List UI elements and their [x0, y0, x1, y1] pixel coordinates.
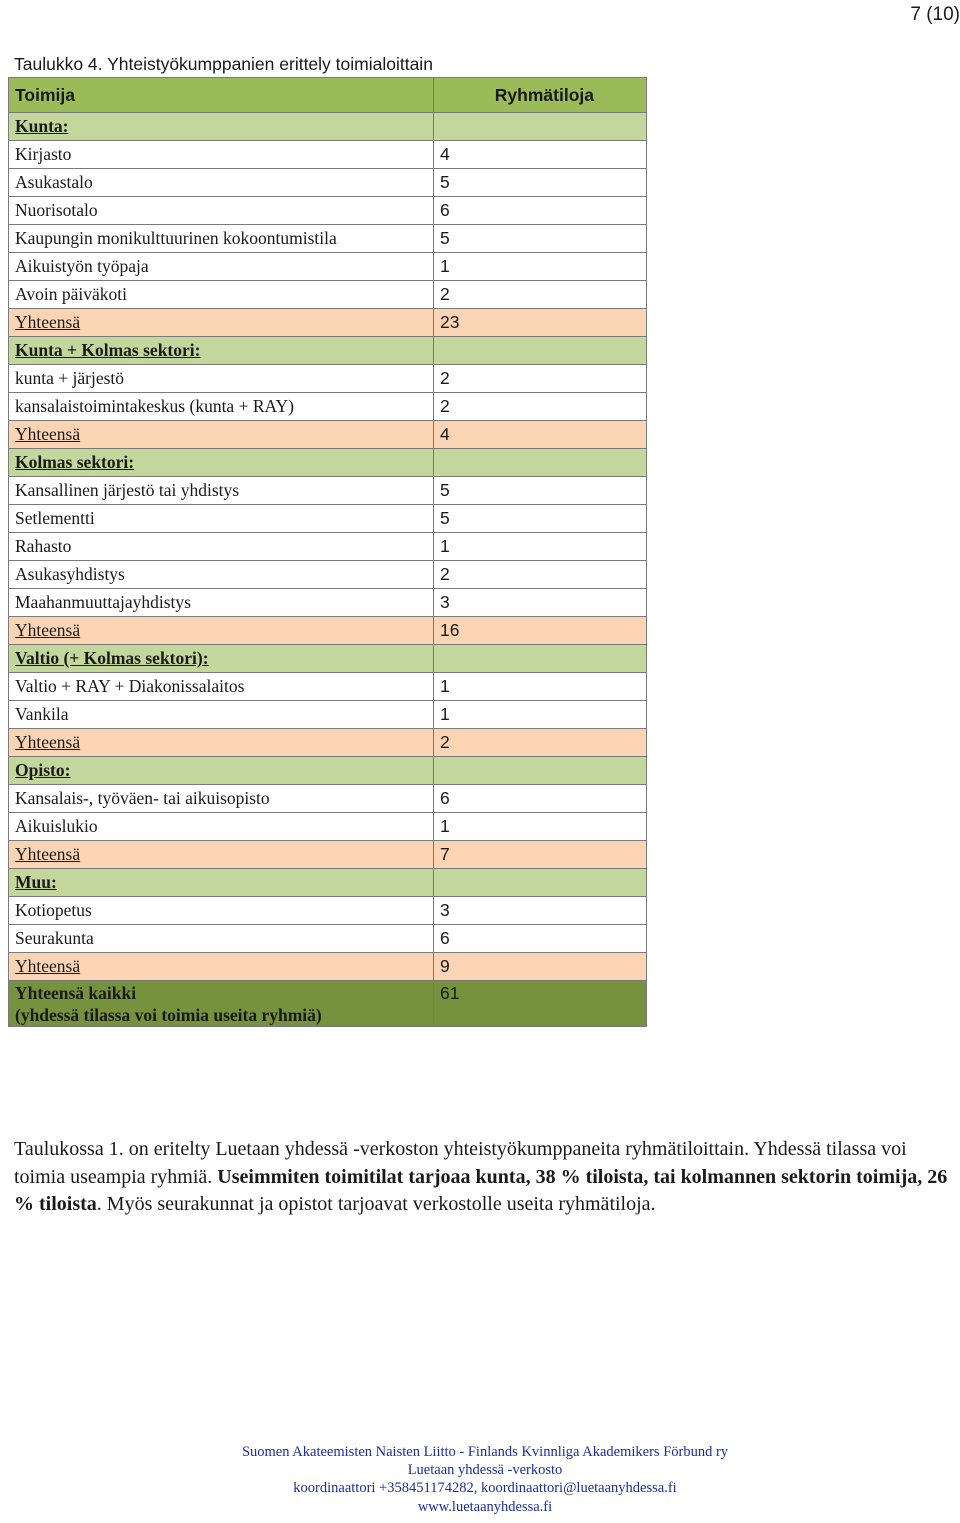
subtotal-row [9, 841, 647, 869]
row-name: Yhteensä [15, 424, 81, 444]
summary-text-3: . Myös seurakunnat ja opistot tarjoavat verkostolle useita ryhmätiloja. [96, 1193, 656, 1215]
footer-organization: Suomen Akateemisten Naisten Liitto - Finlands Kvinnliga Akademikers Förbund ry [241, 1444, 729, 1460]
table-header-row [9, 78, 647, 113]
row-name-cell [9, 757, 434, 785]
row-name: Yhteensä [15, 844, 81, 864]
row-name: Yhteensä [15, 732, 81, 752]
row-value-cell [434, 757, 647, 785]
table-row [9, 897, 647, 925]
row-value-cell: 5 [434, 505, 647, 533]
summary-text-bold: Useimmiten toimitilat tarjoaa kunta, 38 % tiloista, tai kolmannen sektorin toimija, 26 % tiloista [14, 1165, 948, 1215]
group-header-row [9, 645, 647, 673]
summary-paragraph [14, 1136, 954, 1219]
row-name: Kunta + Kolmas sektori: [15, 340, 201, 360]
row-name-cell [9, 925, 434, 953]
row-value-cell: 2 [434, 393, 647, 421]
table-row [9, 281, 647, 309]
table-caption: Taulukko 4. Yhteistyökumppanien erittely toimialoittain [14, 54, 433, 74]
row-value-cell: 1 [434, 813, 647, 841]
grand-total-label: Yhteensä kaikki [15, 983, 137, 1003]
subtotal-row [9, 953, 647, 981]
row-name-cell [9, 337, 434, 365]
header-name-cell: Toimija [9, 78, 434, 113]
row-name: Muu: [15, 872, 57, 892]
row-name: Asukastalo [15, 172, 93, 192]
row-value-cell [434, 449, 647, 477]
row-name-cell [9, 673, 434, 701]
row-name-cell [9, 365, 434, 393]
row-name-cell [9, 169, 434, 197]
row-name-cell [9, 953, 434, 981]
row-name: Yhteensä [15, 956, 81, 976]
row-value-cell: 2 [434, 561, 647, 589]
row-name: Kaupungin monikulttuurinen kokoontumistila [15, 228, 337, 248]
footer-website[interactable]: www.luetaanyhdessa.fi [417, 1498, 553, 1515]
grand-total-value-cell: 61 [434, 981, 647, 1027]
row-name: Kansalais-, työväen- tai aikuisopisto [15, 788, 270, 808]
row-value-cell: 6 [434, 785, 647, 813]
row-value-cell: 23 [434, 309, 647, 337]
table-row [9, 225, 647, 253]
row-value-cell: 6 [434, 197, 647, 225]
table-row [9, 365, 647, 393]
page-number: 7 (10) [910, 4, 960, 25]
row-value-cell: 4 [434, 141, 647, 169]
row-value-cell: 2 [434, 281, 647, 309]
row-value-cell: 9 [434, 953, 647, 981]
row-name: Valtio (+ Kolmas sektori): [15, 648, 209, 668]
row-name: Kunta: [15, 116, 69, 136]
row-name-cell [9, 729, 434, 757]
row-name-cell [9, 253, 434, 281]
table-body [9, 78, 647, 1027]
row-name: Kolmas sektori: [15, 452, 135, 472]
row-name-cell [9, 561, 434, 589]
row-name: Aikuistyön työpaja [15, 256, 149, 276]
row-name: Yhteensä [15, 620, 81, 640]
row-value-cell: 5 [434, 169, 647, 197]
row-name: Rahasto [15, 536, 72, 556]
table-row [9, 673, 647, 701]
row-value-cell [434, 645, 647, 673]
row-value-cell: 3 [434, 589, 647, 617]
table-row [9, 701, 647, 729]
row-name: Yhteensä [15, 312, 81, 332]
row-name-cell [9, 813, 434, 841]
row-value-cell: 1 [434, 533, 647, 561]
row-name: Kotiopetus [15, 900, 92, 920]
row-name-cell [9, 785, 434, 813]
row-name-cell [9, 701, 434, 729]
row-value-cell: 2 [434, 365, 647, 393]
group-header-row [9, 869, 647, 897]
row-value-cell: 3 [434, 897, 647, 925]
group-header-row [9, 337, 647, 365]
row-name: kunta + järjestö [15, 368, 125, 388]
row-value-cell: 1 [434, 701, 647, 729]
row-value-cell [434, 869, 647, 897]
row-value-cell: 5 [434, 225, 647, 253]
summary-text-1: Taulukossa 1. on eritelty Luetaan yhdessä -verkoston yhteistyökumppaneita ryhmätiloittain. Yhdessä tilassa voi toimia useampia ryhmiä. [14, 1138, 907, 1188]
subtotal-row [9, 421, 647, 449]
row-name-cell [9, 113, 434, 141]
row-name: Avoin päiväkoti [15, 284, 127, 304]
row-name: Maahanmuuttajayhdistys [15, 592, 191, 612]
row-name-cell [9, 505, 434, 533]
table-row [9, 925, 647, 953]
grand-total-name-cell [9, 981, 434, 1027]
row-value-cell [434, 113, 647, 141]
row-name: Nuorisotalo [15, 200, 98, 220]
table-row [9, 393, 647, 421]
row-name-cell [9, 309, 434, 337]
row-value-cell: 2 [434, 729, 647, 757]
table-row [9, 197, 647, 225]
row-value-cell: 1 [434, 673, 647, 701]
row-name-cell [9, 225, 434, 253]
page-footer [0, 1443, 960, 1516]
row-name-cell [9, 617, 434, 645]
row-value-cell: 16 [434, 617, 647, 645]
row-name-cell [9, 897, 434, 925]
row-name-cell [9, 141, 434, 169]
row-name-cell [9, 645, 434, 673]
grand-total-note: (yhdessä tilassa voi toimia useita ryhmiä) [15, 1005, 322, 1025]
row-name: Seurakunta [15, 928, 94, 948]
row-name-cell [9, 589, 434, 617]
row-name: kansalaistoimintakeskus (kunta + RAY) [15, 396, 294, 416]
table-row [9, 253, 647, 281]
subtotal-row [9, 309, 647, 337]
header-value-cell: Ryhmätiloja [434, 78, 647, 113]
row-value-cell: 7 [434, 841, 647, 869]
table-row [9, 589, 647, 617]
row-name-cell [9, 477, 434, 505]
table-row [9, 533, 647, 561]
row-name-cell [9, 281, 434, 309]
row-name-cell [9, 841, 434, 869]
row-value-cell: 1 [434, 253, 647, 281]
partners-table [8, 77, 647, 1027]
table-row [9, 785, 647, 813]
row-name-cell [9, 421, 434, 449]
row-name: Opisto: [15, 760, 71, 780]
row-name: Aikuislukio [15, 816, 98, 836]
row-value-cell: 5 [434, 477, 647, 505]
table-row [9, 813, 647, 841]
footer-network: Luetaan yhdessä -verkosto [407, 1462, 563, 1479]
table-row [9, 141, 647, 169]
table-row [9, 561, 647, 589]
row-value-cell: 6 [434, 925, 647, 953]
group-header-row [9, 449, 647, 477]
row-name-cell [9, 197, 434, 225]
subtotal-row [9, 617, 647, 645]
row-name: Asukasyhdistys [15, 564, 125, 584]
row-name-cell [9, 869, 434, 897]
table-row [9, 169, 647, 197]
row-value-cell [434, 337, 647, 365]
footer-contact: koordinaattori +358451174282, koordinaattori@luetaanyhdessa.fi [293, 1480, 677, 1497]
row-name-cell [9, 449, 434, 477]
row-name: Valtio + RAY + Diakonissalaitos [15, 676, 245, 696]
group-header-row [9, 757, 647, 785]
grand-total-row [9, 981, 647, 1027]
group-header-row [9, 113, 647, 141]
row-name-cell [9, 533, 434, 561]
row-name-cell [9, 393, 434, 421]
row-name: Kirjasto [15, 144, 72, 164]
subtotal-row [9, 729, 647, 757]
row-name: Kansallinen järjestö tai yhdistys [15, 480, 240, 500]
row-value-cell: 4 [434, 421, 647, 449]
row-name: Vankila [15, 704, 69, 724]
row-name: Setlementti [15, 508, 95, 528]
table-row [9, 477, 647, 505]
table-row [9, 505, 647, 533]
